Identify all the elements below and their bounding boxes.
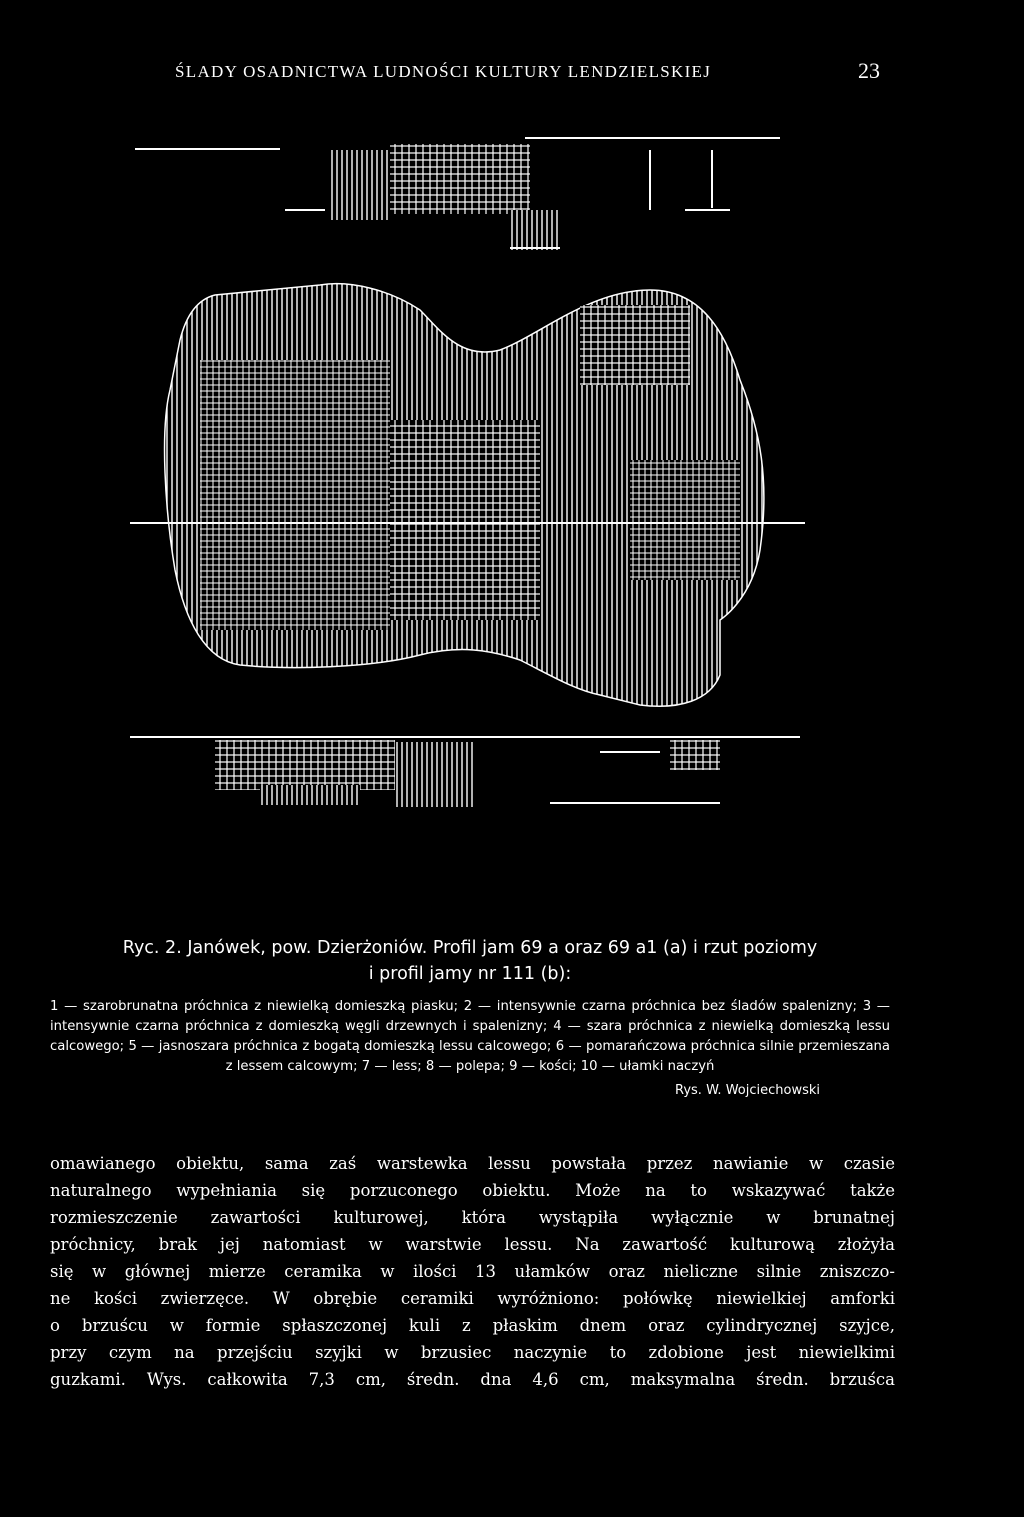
body-line: przy czym na przejściu szyjki w brzusiec naczynie to zdobione jest niewielkimi [50, 1343, 895, 1362]
body-line: próchnicy, brak jej natomiast w warstwie lessu. Na zawartość kulturową złożyła [50, 1235, 895, 1254]
excavation-drawing [120, 130, 820, 830]
body-line: rozmieszczenie zawartości kulturowej, która wystąpiła wyłącznie w brunatnej [50, 1208, 895, 1227]
figure-ryc-2 [120, 130, 820, 830]
figure-caption [50, 935, 890, 1098]
profile-b [130, 737, 800, 807]
body-line: ne kości zwierzęce. W obrębie ceramiki wyróżniono: połówkę niewielkiej amforki [50, 1289, 895, 1308]
caption-title-line-2: i profil jamy nr 111 (b): [368, 964, 572, 984]
running-title: ŚLADY OSADNICTWA LUDNOŚCI KULTURY LENDZIELSKIEJ [175, 62, 712, 81]
body-line: guzkami. Wys. całkowita 7,3 cm, średn. dna 4,6 cm, maksymalna średn. brzuśca [50, 1370, 895, 1389]
plan-view-b [130, 284, 805, 707]
body-paragraph [50, 1150, 895, 1393]
body-line: o brzuścu w formie spłaszczonej kuli z płaskim dnem oraz cylindrycznej szyjce, [50, 1316, 895, 1335]
body-line: naturalnego wypełniania się porzuconego obiektu. Może na to wskazywać także [50, 1181, 895, 1200]
caption-legend: 1 — szarobrunatna próchnica z niewielką domieszką piasku; 2 — intensywnie czarna próchnica bez śladów spalenizny; 3 — intensywnie czarna próchnica z domieszką węgli drzewnych i spalenizny; 4 — szara próchnica z niewielką domieszką lessu calcowego; 5 — jasnoszara próchnica z bogatą domieszką lessu calcowego; 6 — pomarańczowa próchnica silnie przemieszana z lessem calcowym; 7 — less; 8 — polepa; 9 — kości; 10 — ułamki naczyń [50, 999, 890, 1074]
body-line: się w głównej mierze ceramika w ilości 13 ułamków oraz nieliczne silnie zniszczo- [50, 1262, 895, 1281]
page-number: 23 [858, 58, 880, 83]
body-line: omawianego obiektu, sama zaś warstewka lessu powstała przez nawianie w czasie [50, 1154, 895, 1173]
page-header [0, 58, 1024, 88]
caption-title-line-1: Ryc. 2. Janówek, pow. Dzierżoniów. Profil jam 69 a oraz 69 a1 (a) i rzut poziomy [122, 938, 818, 958]
figure-credit: Rys. W. Wojciechowski [675, 1083, 820, 1098]
profile-a [135, 138, 780, 250]
